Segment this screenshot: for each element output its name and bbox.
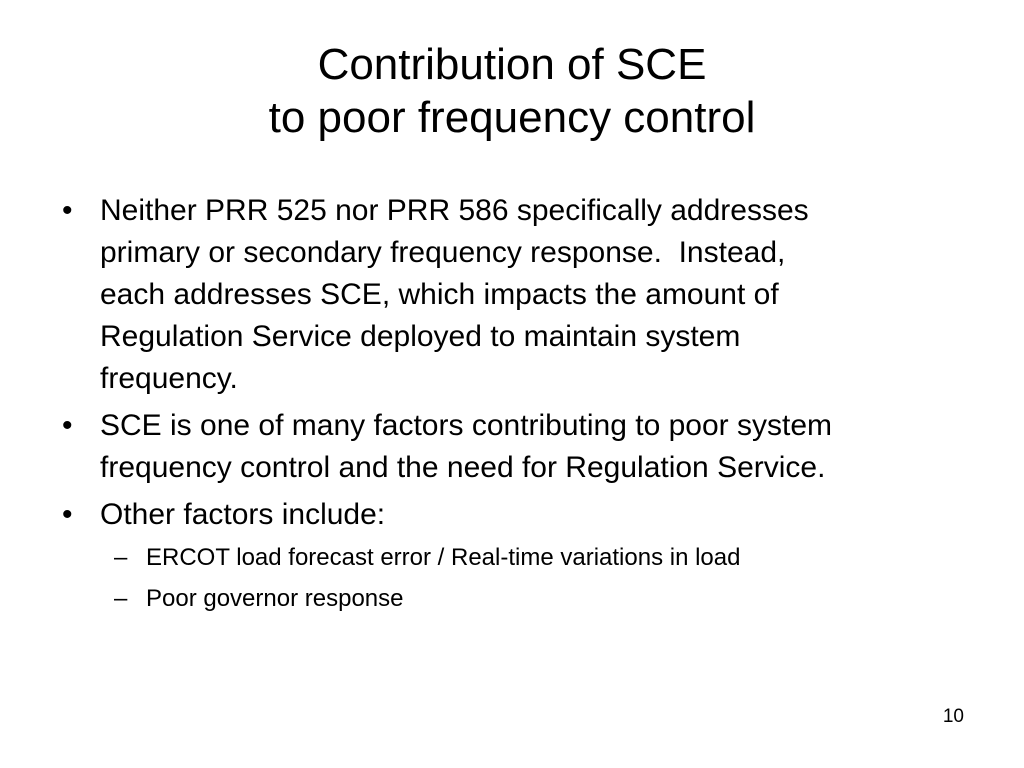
title-line-1: Contribution of SCE — [317, 40, 707, 89]
bullet-line: frequency. — [100, 362, 238, 395]
sub-bullet-item — [56, 582, 966, 616]
bullet-marker: • — [62, 409, 73, 442]
page-number: 10 — [942, 706, 964, 727]
bullet-line: Neither PRR 525 nor PRR 586 specifically addresses — [100, 194, 809, 227]
sub-bullet-text: ERCOT load forecast error / Real-time variations in load — [146, 544, 741, 571]
bullet-line: SCE is one of many factors contributing to poor system — [100, 409, 832, 442]
bullet-item — [56, 494, 966, 536]
bullet-marker: • — [62, 498, 73, 531]
title-line-2: to poor frequency control — [268, 93, 756, 142]
bullet-line: Other factors include: — [100, 498, 386, 531]
bullet-line: frequency control and the need for Regulation Service. — [100, 451, 826, 484]
slide-title — [0, 38, 1024, 144]
bullet-marker: • — [62, 194, 73, 227]
slide-body — [56, 190, 966, 623]
bullet-line: primary or secondary frequency response. Instead, — [100, 236, 786, 269]
sub-bullet-item — [56, 541, 966, 575]
bullet-line: each addresses SCE, which impacts the amount of — [100, 278, 779, 311]
bullet-item — [56, 405, 966, 489]
sub-bullet-marker: – — [114, 544, 128, 571]
bullet-line: Regulation Service deployed to maintain system — [100, 320, 741, 353]
sub-bullet-text: Poor governor response — [146, 585, 404, 612]
bullet-item — [56, 190, 966, 400]
sub-bullet-marker: – — [114, 585, 128, 612]
